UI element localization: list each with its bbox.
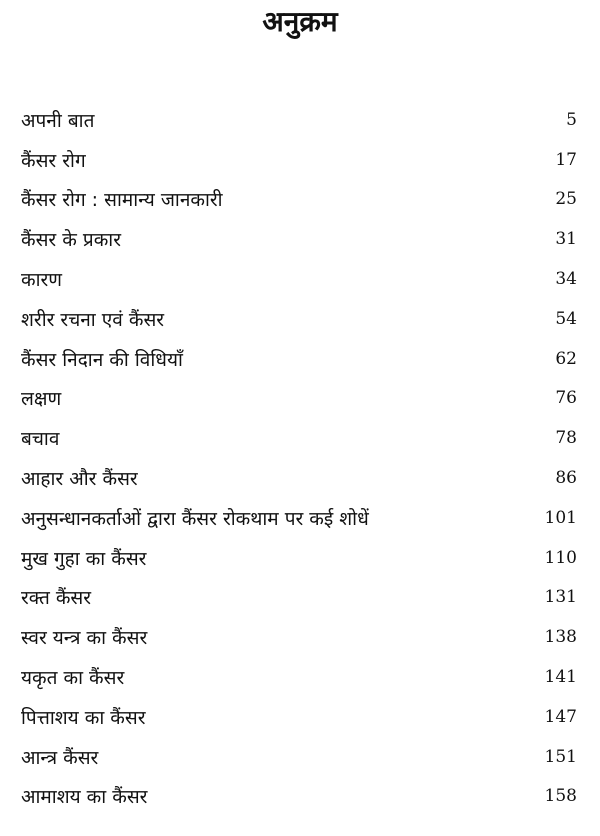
toc-entry — [21, 697, 577, 737]
toc-entry — [21, 737, 577, 777]
toc-entry-title: आमाशय का कैंसर — [21, 786, 148, 809]
toc-entry-title: लक्षण — [21, 388, 62, 411]
toc-entry-title: आन्त्र कैंसर — [21, 746, 99, 769]
toc-entry-title: अनुसन्धानकर्ताओं द्वारा कैंसर रोकथाम पर कई शोधें — [21, 507, 369, 530]
toc-entry-title: कारण — [21, 269, 63, 292]
toc-entry-page: 110 — [544, 547, 577, 568]
toc-entry-page: 131 — [544, 587, 577, 608]
toc-entry-page: 151 — [544, 746, 577, 767]
toc-entry — [21, 458, 577, 498]
toc-entry-title: स्वर यन्त्र का कैंसर — [21, 627, 148, 650]
toc-entry — [21, 219, 577, 259]
toc-entry — [21, 418, 577, 458]
toc-entry-title: शरीर रचना एवं कैंसर — [21, 308, 165, 331]
toc-entry-page: 5 — [566, 109, 577, 130]
toc-entry — [21, 777, 577, 817]
toc-entry-title: कैंसर के प्रकार — [21, 229, 121, 252]
toc-entry-title: बचाव — [21, 428, 60, 451]
toc-entry-page: 138 — [544, 627, 577, 648]
toc-entry — [21, 140, 577, 180]
toc-entry — [21, 180, 577, 220]
toc-entry-page: 76 — [555, 388, 577, 409]
toc-entry — [21, 100, 577, 140]
toc-entry-title: अपनी बात — [21, 109, 95, 132]
toc-entry-title: मुख गुहा का कैंसर — [21, 547, 147, 570]
toc-entry — [21, 379, 577, 419]
toc-entry-title: यकृत का कैंसर — [21, 667, 125, 690]
toc-entry — [21, 657, 577, 697]
toc-entry — [21, 498, 577, 538]
toc-entry-title: पित्ताशय का कैंसर — [21, 706, 146, 729]
toc-entry-page: 62 — [555, 348, 577, 369]
toc-entry-page: 147 — [544, 706, 577, 727]
toc-entry-page: 31 — [555, 229, 577, 250]
toc-entry-page: 78 — [555, 428, 577, 449]
toc-entry — [21, 578, 577, 618]
toc-entry-title: कैंसर रोग : सामान्य जानकारी — [21, 189, 223, 212]
toc-entry-page: 86 — [555, 468, 577, 489]
page-title: अनुक्रम — [262, 5, 338, 38]
toc-entry-page: 25 — [555, 189, 577, 210]
table-of-contents — [21, 100, 577, 816]
toc-entry-page: 34 — [555, 269, 577, 290]
toc-entry — [21, 299, 577, 339]
toc-entry-page: 141 — [544, 667, 577, 688]
toc-entry — [21, 538, 577, 578]
toc-entry-title: कैंसर निदान की विधियाँ — [21, 348, 183, 371]
toc-entry — [21, 259, 577, 299]
toc-entry-page: 158 — [544, 786, 577, 807]
toc-entry-title: आहार और कैंसर — [21, 468, 138, 491]
toc-entry-page: 54 — [555, 308, 577, 329]
toc-entry-title: कैंसर रोग — [21, 149, 86, 172]
toc-entry-title: रक्त कैंसर — [21, 587, 92, 610]
toc-entry — [21, 617, 577, 657]
toc-entry-page: 101 — [544, 507, 577, 528]
toc-entry — [21, 339, 577, 379]
toc-entry-page: 17 — [555, 149, 577, 170]
